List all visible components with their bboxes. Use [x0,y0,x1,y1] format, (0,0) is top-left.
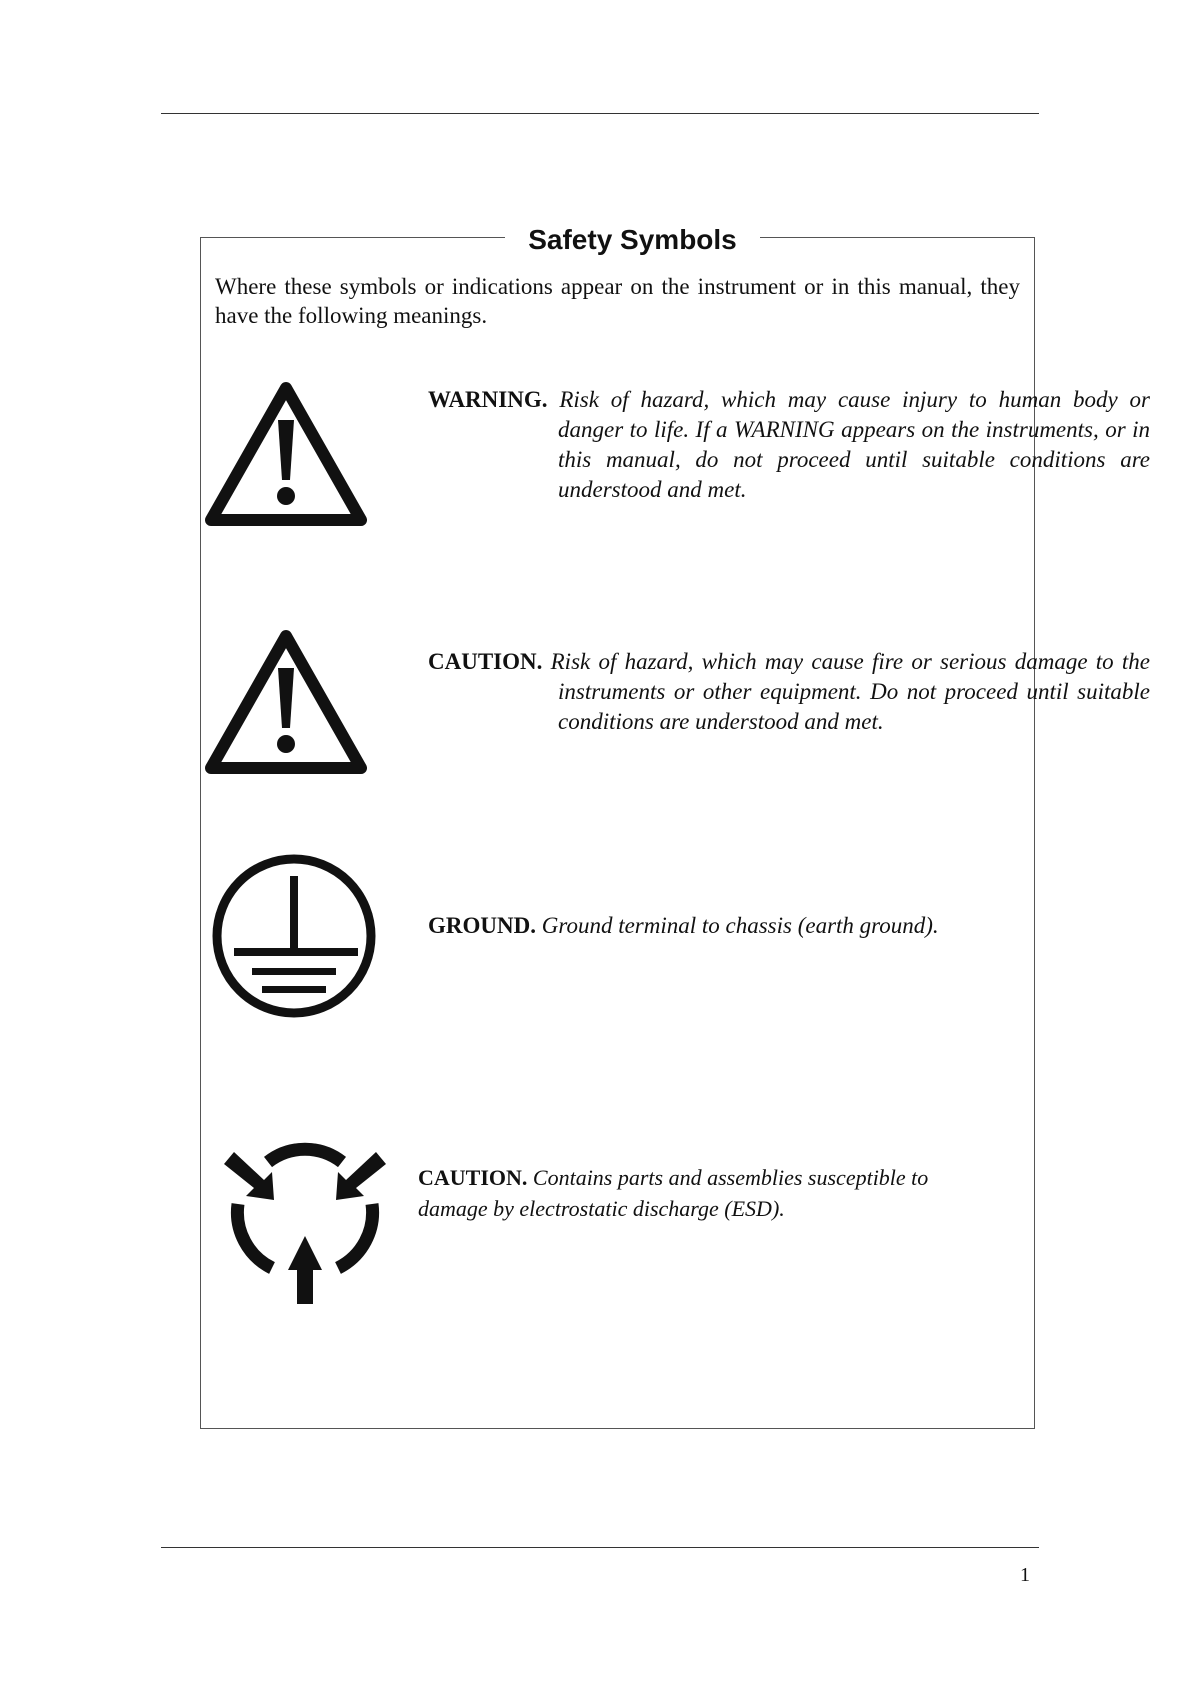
header-rule [161,113,1039,114]
page-number: 1 [1020,1564,1030,1586]
esd-symbol-icon [220,1132,390,1307]
caution-text: Risk of hazard, which may cause fire or serious damage to the instruments or other equipment. Do not proceed until suitable conditions are understood and met. [550,649,1150,734]
page-title: Safety Symbols [505,225,760,255]
warning-text: Risk of hazard, which may cause injury to human body or danger to life. If a WARNING appears on the instruments, or in this manual, do not proceed until suitable conditions are understood and met. [558,387,1151,502]
ground-entry [428,911,988,941]
esd-entry [418,1162,958,1224]
footer-rule [161,1547,1039,1548]
warning-triangle-icon [205,380,367,528]
caution-entry [428,647,1150,737]
esd-text: Contains parts and assemblies susceptible to damage by electrostatic discharge (ESD). [418,1165,929,1221]
esd-label: CAUTION. [418,1165,528,1190]
ground-symbol-icon [210,852,378,1020]
ground-label: GROUND. [428,913,536,938]
warning-entry [428,385,1150,505]
ground-text: Ground terminal to chassis (earth ground). [541,913,939,938]
caution-label: CAUTION. [428,649,543,674]
intro-paragraph: Where these symbols or indications appear on the instrument or in this manual, they have the following meanings. [215,274,1020,328]
caution-triangle-icon [205,628,367,776]
warning-label: WARNING. [428,387,548,412]
